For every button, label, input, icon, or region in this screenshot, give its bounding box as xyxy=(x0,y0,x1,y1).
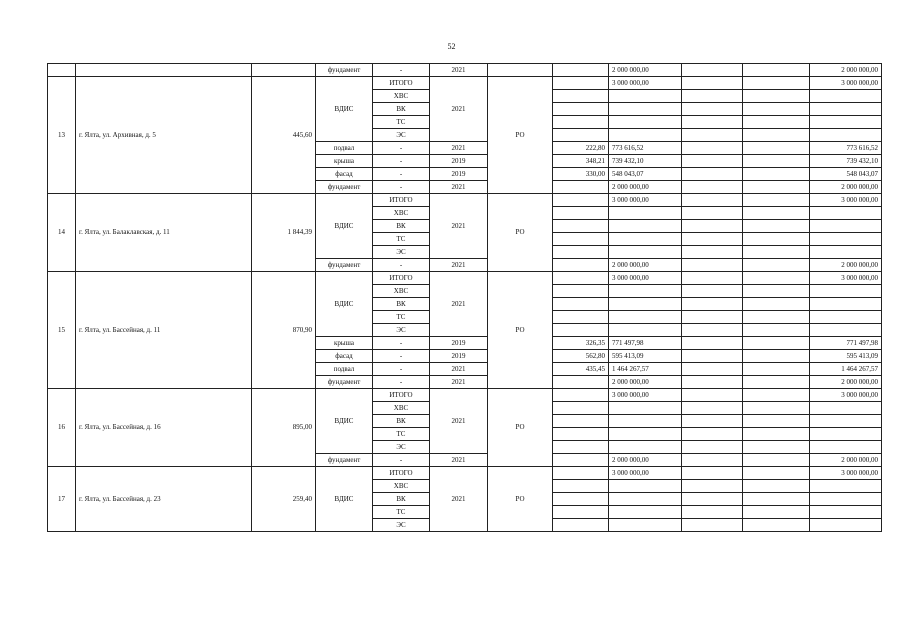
empty-cell xyxy=(743,90,810,103)
quantity-cell xyxy=(553,519,609,532)
empty-cell xyxy=(682,415,743,428)
total-cell: 2 000 000,00 xyxy=(810,64,882,77)
quantity-cell xyxy=(553,272,609,285)
quantity-cell xyxy=(553,298,609,311)
work-type-cell: подвал xyxy=(316,142,373,155)
cost-cell: 3 000 000,00 xyxy=(609,194,682,207)
sub-system-cell: - xyxy=(373,181,430,194)
year-cell: 2021 xyxy=(430,454,488,467)
empty-cell xyxy=(682,324,743,337)
total-cell xyxy=(810,285,882,298)
area-cell: 1 844,39 xyxy=(252,194,316,272)
sub-system-cell: ХВС xyxy=(373,90,430,103)
quantity-cell: 562,80 xyxy=(553,350,609,363)
quantity-cell xyxy=(553,285,609,298)
empty-cell xyxy=(743,441,810,454)
empty-cell xyxy=(743,311,810,324)
empty-cell xyxy=(682,467,743,480)
sub-system-cell: ИТОГО xyxy=(373,389,430,402)
empty-cell xyxy=(682,493,743,506)
sub-system-cell: ВК xyxy=(373,493,430,506)
empty-cell xyxy=(682,363,743,376)
total-cell xyxy=(810,207,882,220)
quantity-cell xyxy=(553,116,609,129)
total-cell: 2 000 000,00 xyxy=(810,454,882,467)
cost-cell xyxy=(609,90,682,103)
empty-cell xyxy=(682,142,743,155)
address-cell: г. Ялта, ул. Балаклавская, д. 11 xyxy=(76,194,252,272)
area-cell: 895,00 xyxy=(252,389,316,467)
cost-cell: 2 000 000,00 xyxy=(609,259,682,272)
empty-cell xyxy=(743,207,810,220)
cost-cell: 595 413,09 xyxy=(609,350,682,363)
sub-system-cell: - xyxy=(373,142,430,155)
year-cell: 2021 xyxy=(430,376,488,389)
year-cell: 2021 xyxy=(430,467,488,532)
empty-cell xyxy=(682,181,743,194)
quantity-cell xyxy=(553,402,609,415)
cost-cell: 2 000 000,00 xyxy=(609,454,682,467)
quantity-cell xyxy=(553,428,609,441)
total-cell xyxy=(810,298,882,311)
total-cell: 595 413,09 xyxy=(810,350,882,363)
work-type-cell: фасад xyxy=(316,168,373,181)
table-row xyxy=(48,194,882,207)
area-cell xyxy=(252,64,316,77)
sub-system-cell: ТС xyxy=(373,116,430,129)
quantity-cell xyxy=(553,129,609,142)
total-cell xyxy=(810,116,882,129)
source-cell: РО xyxy=(488,389,553,467)
work-type-cell: ВДИС xyxy=(316,77,373,142)
quantity-cell xyxy=(553,207,609,220)
empty-cell xyxy=(743,194,810,207)
quantity-cell: 435,45 xyxy=(553,363,609,376)
cost-cell: 548 043,07 xyxy=(609,168,682,181)
empty-cell xyxy=(743,363,810,376)
cost-cell: 2 000 000,00 xyxy=(609,64,682,77)
table-row xyxy=(48,389,882,402)
total-cell: 773 616,52 xyxy=(810,142,882,155)
row-number-cell: 13 xyxy=(48,77,76,194)
cost-cell: 739 432,10 xyxy=(609,155,682,168)
empty-cell xyxy=(682,103,743,116)
sub-system-cell: ИТОГО xyxy=(373,467,430,480)
year-cell: 2021 xyxy=(430,77,488,142)
total-cell xyxy=(810,220,882,233)
cost-cell: 771 497,98 xyxy=(609,337,682,350)
quantity-cell: 222,80 xyxy=(553,142,609,155)
empty-cell xyxy=(743,64,810,77)
year-cell: 2021 xyxy=(430,181,488,194)
quantity-cell xyxy=(553,103,609,116)
quantity-cell xyxy=(553,246,609,259)
empty-cell xyxy=(743,493,810,506)
sub-system-cell: ЭС xyxy=(373,246,430,259)
year-cell: 2021 xyxy=(430,194,488,259)
year-cell: 2021 xyxy=(430,272,488,337)
row-number-cell: 17 xyxy=(48,467,76,532)
cost-cell xyxy=(609,480,682,493)
total-cell xyxy=(810,324,882,337)
work-type-cell: ВДИС xyxy=(316,272,373,337)
year-cell: 2021 xyxy=(430,363,488,376)
sub-system-cell: - xyxy=(373,363,430,376)
cost-cell xyxy=(609,246,682,259)
cost-cell xyxy=(609,441,682,454)
sub-system-cell: ТС xyxy=(373,233,430,246)
empty-cell xyxy=(743,155,810,168)
total-cell xyxy=(810,233,882,246)
source-cell: РО xyxy=(488,77,553,194)
empty-cell xyxy=(743,402,810,415)
address-cell: г. Ялта, ул. Бассейная, д. 11 xyxy=(76,272,252,389)
row-number-cell: 16 xyxy=(48,389,76,467)
total-cell xyxy=(810,129,882,142)
cost-cell xyxy=(609,298,682,311)
year-cell: 2019 xyxy=(430,337,488,350)
sub-system-cell: ХВС xyxy=(373,285,430,298)
empty-cell xyxy=(743,77,810,90)
sub-system-cell: ХВС xyxy=(373,402,430,415)
work-type-cell: фундамент xyxy=(316,64,373,77)
quantity-cell xyxy=(553,324,609,337)
empty-cell xyxy=(743,259,810,272)
empty-cell xyxy=(743,454,810,467)
cost-cell xyxy=(609,129,682,142)
empty-cell xyxy=(743,376,810,389)
table-row xyxy=(48,77,882,90)
sub-system-cell: - xyxy=(373,337,430,350)
sub-system-cell: ИТОГО xyxy=(373,77,430,90)
address-cell: г. Ялта, ул. Бассейная, д. 16 xyxy=(76,389,252,467)
cost-cell: 3 000 000,00 xyxy=(609,467,682,480)
quantity-cell xyxy=(553,90,609,103)
total-cell: 3 000 000,00 xyxy=(810,467,882,480)
cost-cell xyxy=(609,285,682,298)
sub-system-cell: ИТОГО xyxy=(373,194,430,207)
total-cell: 3 000 000,00 xyxy=(810,77,882,90)
sub-system-cell: - xyxy=(373,350,430,363)
quantity-cell xyxy=(553,480,609,493)
quantity-cell xyxy=(553,493,609,506)
empty-cell xyxy=(682,402,743,415)
total-cell: 1 464 267,57 xyxy=(810,363,882,376)
total-cell: 548 043,07 xyxy=(810,168,882,181)
quantity-cell: 348,21 xyxy=(553,155,609,168)
empty-cell xyxy=(682,207,743,220)
empty-cell xyxy=(682,116,743,129)
address-cell xyxy=(76,64,252,77)
total-cell: 3 000 000,00 xyxy=(810,272,882,285)
sub-system-cell: - xyxy=(373,64,430,77)
work-type-cell: фундамент xyxy=(316,454,373,467)
total-cell xyxy=(810,480,882,493)
empty-cell xyxy=(743,129,810,142)
empty-cell xyxy=(682,194,743,207)
year-cell: 2021 xyxy=(430,389,488,454)
cost-cell xyxy=(609,233,682,246)
table-row xyxy=(48,64,882,77)
cost-cell xyxy=(609,220,682,233)
empty-cell xyxy=(743,272,810,285)
cost-cell xyxy=(609,402,682,415)
sub-system-cell: ЭС xyxy=(373,519,430,532)
total-cell xyxy=(810,493,882,506)
empty-cell xyxy=(682,506,743,519)
total-cell xyxy=(810,311,882,324)
work-type-cell: крыша xyxy=(316,155,373,168)
quantity-cell xyxy=(553,233,609,246)
row-number-cell: 15 xyxy=(48,272,76,389)
sub-system-cell: ТС xyxy=(373,506,430,519)
source-cell: РО xyxy=(488,272,553,389)
sub-system-cell: - xyxy=(373,376,430,389)
empty-cell xyxy=(682,259,743,272)
empty-cell xyxy=(682,285,743,298)
empty-cell xyxy=(743,285,810,298)
quantity-cell xyxy=(553,77,609,90)
page-number: 52 xyxy=(447,42,456,51)
table-body xyxy=(48,64,882,532)
address-cell: г. Ялта, ул. Бассейная, д. 23 xyxy=(76,467,252,532)
empty-cell xyxy=(682,389,743,402)
sub-system-cell: ЭС xyxy=(373,129,430,142)
total-cell: 3 000 000,00 xyxy=(810,194,882,207)
quantity-cell xyxy=(553,194,609,207)
year-cell: 2019 xyxy=(430,155,488,168)
address-cell: г. Ялта, ул. Архивная, д. 5 xyxy=(76,77,252,194)
empty-cell xyxy=(682,220,743,233)
area-cell: 259,40 xyxy=(252,467,316,532)
work-type-cell: фундамент xyxy=(316,181,373,194)
sub-system-cell: - xyxy=(373,454,430,467)
quantity-cell xyxy=(553,181,609,194)
work-type-cell: фундамент xyxy=(316,259,373,272)
empty-cell xyxy=(743,337,810,350)
cost-cell: 3 000 000,00 xyxy=(609,389,682,402)
sub-system-cell: ВК xyxy=(373,415,430,428)
work-type-cell: подвал xyxy=(316,363,373,376)
empty-cell xyxy=(682,519,743,532)
empty-cell xyxy=(682,272,743,285)
empty-cell xyxy=(682,298,743,311)
sub-system-cell: ВК xyxy=(373,220,430,233)
quantity-cell: 330,00 xyxy=(553,168,609,181)
empty-cell xyxy=(743,168,810,181)
quantity-cell xyxy=(553,64,609,77)
total-cell xyxy=(810,402,882,415)
empty-cell xyxy=(682,233,743,246)
work-type-cell: крыша xyxy=(316,337,373,350)
sub-system-cell: - xyxy=(373,168,430,181)
cost-cell xyxy=(609,415,682,428)
total-cell: 2 000 000,00 xyxy=(810,259,882,272)
empty-cell xyxy=(743,246,810,259)
cost-cell xyxy=(609,428,682,441)
empty-cell xyxy=(743,428,810,441)
empty-cell xyxy=(743,467,810,480)
area-cell: 445,60 xyxy=(252,77,316,194)
empty-cell xyxy=(682,480,743,493)
table-row xyxy=(48,272,882,285)
work-type-cell: ВДИС xyxy=(316,389,373,454)
cost-cell xyxy=(609,116,682,129)
sub-system-cell: ЭС xyxy=(373,441,430,454)
quantity-cell xyxy=(553,220,609,233)
empty-cell xyxy=(743,519,810,532)
total-cell xyxy=(810,519,882,532)
cost-cell xyxy=(609,493,682,506)
empty-cell xyxy=(743,298,810,311)
total-cell: 2 000 000,00 xyxy=(810,181,882,194)
sub-system-cell: - xyxy=(373,259,430,272)
sub-system-cell: ВК xyxy=(373,298,430,311)
cost-cell: 2 000 000,00 xyxy=(609,376,682,389)
work-type-cell: фундамент xyxy=(316,376,373,389)
empty-cell xyxy=(682,441,743,454)
total-cell xyxy=(810,90,882,103)
sub-system-cell: ХВС xyxy=(373,207,430,220)
work-type-cell: фасад xyxy=(316,350,373,363)
cost-cell xyxy=(609,103,682,116)
empty-cell xyxy=(682,454,743,467)
total-cell: 3 000 000,00 xyxy=(810,389,882,402)
empty-cell xyxy=(743,389,810,402)
empty-cell xyxy=(743,233,810,246)
sub-system-cell: ХВС xyxy=(373,480,430,493)
empty-cell xyxy=(743,116,810,129)
sub-system-cell: ТС xyxy=(373,428,430,441)
quantity-cell xyxy=(553,441,609,454)
quantity-cell xyxy=(553,506,609,519)
source-cell: РО xyxy=(488,467,553,532)
quantity-cell xyxy=(553,259,609,272)
cost-cell: 3 000 000,00 xyxy=(609,272,682,285)
sub-system-cell: ИТОГО xyxy=(373,272,430,285)
empty-cell xyxy=(682,168,743,181)
year-cell: 2021 xyxy=(430,142,488,155)
empty-cell xyxy=(682,155,743,168)
total-cell xyxy=(810,428,882,441)
sub-system-cell: - xyxy=(373,155,430,168)
quantity-cell xyxy=(553,311,609,324)
empty-cell xyxy=(682,350,743,363)
source-cell xyxy=(488,64,553,77)
empty-cell xyxy=(743,142,810,155)
empty-cell xyxy=(682,77,743,90)
quantity-cell xyxy=(553,389,609,402)
empty-cell xyxy=(743,220,810,233)
quantity-cell xyxy=(553,467,609,480)
total-cell: 771 497,98 xyxy=(810,337,882,350)
empty-cell xyxy=(743,324,810,337)
quantity-cell xyxy=(553,415,609,428)
total-cell: 739 432,10 xyxy=(810,155,882,168)
quantity-cell xyxy=(553,376,609,389)
year-cell: 2019 xyxy=(430,350,488,363)
table-row xyxy=(48,467,882,480)
empty-cell xyxy=(743,480,810,493)
empty-cell xyxy=(682,90,743,103)
work-type-cell: ВДИС xyxy=(316,467,373,532)
total-cell xyxy=(810,441,882,454)
total-cell xyxy=(810,246,882,259)
sub-system-cell: ТС xyxy=(373,311,430,324)
empty-cell xyxy=(682,311,743,324)
cost-cell xyxy=(609,324,682,337)
total-cell xyxy=(810,103,882,116)
year-cell: 2021 xyxy=(430,64,488,77)
quantity-cell xyxy=(553,454,609,467)
empty-cell xyxy=(743,181,810,194)
empty-cell xyxy=(682,428,743,441)
cost-cell xyxy=(609,519,682,532)
capital-repair-table xyxy=(47,63,882,532)
row-number-cell xyxy=(48,64,76,77)
empty-cell xyxy=(743,103,810,116)
sub-system-cell: ЭС xyxy=(373,324,430,337)
empty-cell xyxy=(682,337,743,350)
cost-cell xyxy=(609,311,682,324)
year-cell: 2021 xyxy=(430,259,488,272)
total-cell xyxy=(810,415,882,428)
empty-cell xyxy=(682,246,743,259)
empty-cell xyxy=(743,506,810,519)
cost-cell: 3 000 000,00 xyxy=(609,77,682,90)
empty-cell xyxy=(743,350,810,363)
empty-cell xyxy=(682,376,743,389)
cost-cell xyxy=(609,506,682,519)
empty-cell xyxy=(682,64,743,77)
cost-cell: 1 464 267,57 xyxy=(609,363,682,376)
quantity-cell: 326,35 xyxy=(553,337,609,350)
total-cell: 2 000 000,00 xyxy=(810,376,882,389)
cost-cell: 773 616,52 xyxy=(609,142,682,155)
total-cell xyxy=(810,506,882,519)
year-cell: 2019 xyxy=(430,168,488,181)
cost-cell xyxy=(609,207,682,220)
empty-cell xyxy=(743,415,810,428)
row-number-cell: 14 xyxy=(48,194,76,272)
cost-cell: 2 000 000,00 xyxy=(609,181,682,194)
work-type-cell: ВДИС xyxy=(316,194,373,259)
sub-system-cell: ВК xyxy=(373,103,430,116)
source-cell: РО xyxy=(488,194,553,272)
area-cell: 870,90 xyxy=(252,272,316,389)
empty-cell xyxy=(682,129,743,142)
